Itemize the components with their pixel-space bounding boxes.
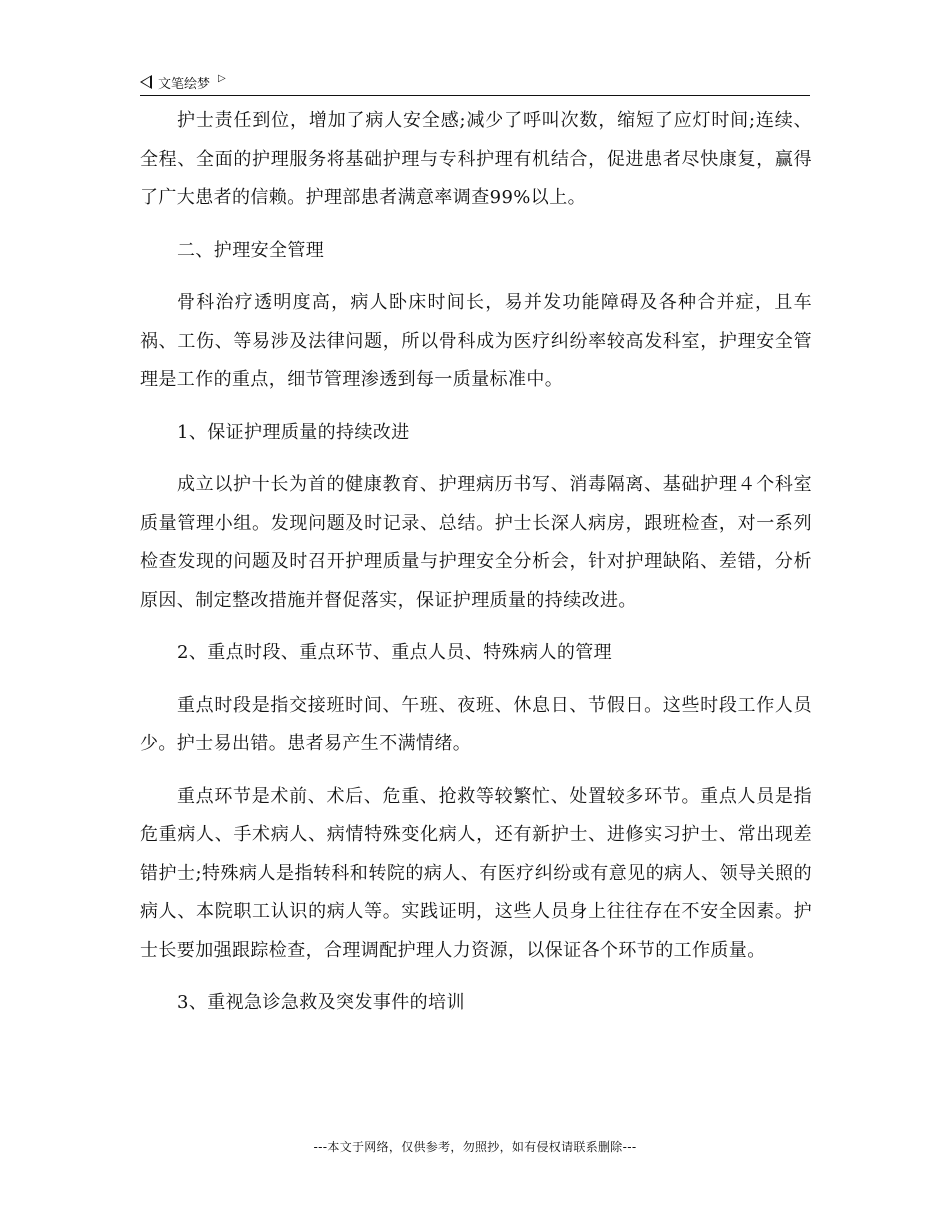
triangle-left-icon bbox=[140, 75, 152, 89]
paragraph-key-links: 重点环节是术前、术后、危重、抢救等较繁忙、处置较多环节。重点人员是指危重病人、手术病人、病情特殊变化病人，还有新护士、进修实习护士、常出现差错护士;特殊病人是指转科和转院的病人、有医疗纠纷或有意见的病人、领导关照的病人、本院职工认识的病人等。实践证明，这些人员身上往往存在不安全因素。护士长要加强跟踪检查，合理调配护理人力资源，以保证各个环节的工作质量。 bbox=[140, 785, 812, 961]
header-logo bbox=[140, 72, 226, 92]
paragraph-quality-groups: 成立以护十长为首的健康教育、护理病历书写、消毒隔离、基础护理４个科室质量管理小组。发现问题及时记录、总结。护士长深人病房，跟班检查，对一系列检查发现的问题及时召开护理质量与护理安全分析会，针对护理缺陷、差错，分析原因、制定整改措施并督促落实，保证护理质量的持续改进。 bbox=[140, 474, 812, 611]
document-body bbox=[140, 102, 812, 1023]
header-logo-text: 文笔绘梦 bbox=[158, 76, 211, 92]
page-footer: ---本文于网络，仅供参考，勿照抄，如有侵权请联系删除--- bbox=[313, 1140, 637, 1154]
subheading-quality-improvement: 1、保证护理质量的持续改进 bbox=[177, 421, 410, 443]
triangle-right-icon: ▷ bbox=[218, 73, 226, 84]
section-heading-safety: 二、护理安全管理 bbox=[177, 239, 325, 261]
paragraph-key-periods: 重点时段是指交接班时间、午班、夜班、休息日、节假日。这些时段工作人员少。护士易出错。患者易产生不满情绪。 bbox=[140, 694, 812, 754]
page-header bbox=[140, 72, 810, 96]
paragraph-orthopedics-safety: 骨科治疗透明度高，病人卧床时间长，易并发功能障碍及各种合并症，且车祸、工伤、等易涉及法律问题，所以骨科成为医疗纠纷率较高发科室，护理安全管理是工作的重点，细节管理渗透到每一质量标准中。 bbox=[140, 292, 812, 390]
subheading-emergency-training: 3、重视急诊急救及突发事件的培训 bbox=[177, 992, 465, 1013]
subheading-key-management: 2、重点时段、重点环节、重点人员、特殊病人的管理 bbox=[177, 642, 613, 663]
paragraph-nurse-responsibility: 护士责任到位，增加了病人安全感;减少了呼叫次数，缩短了应灯时间;连续、全程、全面的护理服务将基础护理与专科护理有机结合，促进患者尽快康复，赢得了广大患者的信赖。护理部患者满意率调查99%以上。 bbox=[140, 110, 812, 208]
header-rule bbox=[140, 95, 810, 96]
